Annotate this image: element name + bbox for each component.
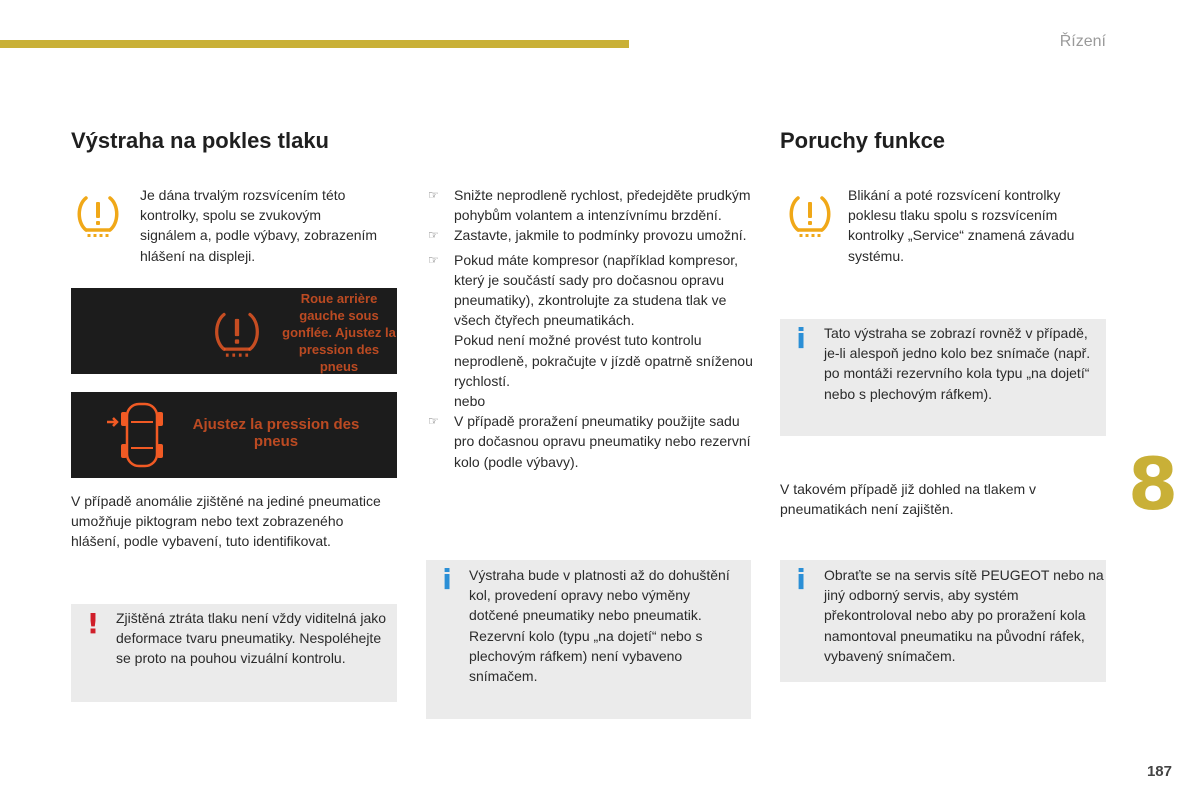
info-icon: i [442,563,452,596]
list-item: ☞ Snižte neprodleně rychlost, předejděte prudkým pohybům volantem a intenzívnímu brzdění. [428,187,751,224]
list-item: ☞ V případě proražení pneumatiky použijte sadu pro dočasnou opravu pneumatiky nebo rezervní kolo (podle výbavy). [428,413,751,470]
bullet-hand-icon: ☞ [428,228,439,243]
info-note-paragraph: Rezervní kolo (typu „na dojetí“ nebo s plechovým ráfkem) není vybaveno snímačem. [469,627,703,685]
right-section-title: Poruchy funkce [780,128,946,153]
middle-instructions [426,185,760,472]
tire-pressure-warning-icon [211,308,263,360]
tire-pressure-warning-icon [786,192,834,240]
section-label: Řízení [1059,33,1106,50]
left-anomaly-text: V případě anomálie zjištěné na jediné pneumatice umožňuje piktogram nebo text zobrazeného hlášení, podle vybavení, tuto identifikovat. [71,493,381,550]
display-message-text: Ajustez la pression des pneus [192,416,360,450]
tire-pressure-warning-icon [74,192,122,240]
info-note-text: Tato výstraha se zobrazí rovněž v případě, je-li alespoň jedno kolo bez snímače (např. po montáži rezervního kola typu „na dojetí“ nebo s plechovým ráfkem). [824,325,1091,402]
bullet-hand-icon: ☞ [428,252,439,267]
left-section-title: Výstraha na pokles tlaku [71,128,329,153]
bullet-hand-icon: ☞ [428,414,439,429]
info-note-box [780,560,1106,682]
right-middle-text: V takovém případě již dohled na tlakem v pneumatikách není zajištěn. [780,481,1037,518]
left-intro-text: Je dána trvalým rozsvícením této kontrolky, spolu se zvukovým signálem a, podle výbavy, zobrazením hlášení na displeji. [140,187,378,264]
info-note-box [780,319,1106,436]
instruction-list [426,185,760,330]
info-icon: i [796,563,806,596]
bullet-hand-icon: ☞ [428,188,439,202]
instruction-list [426,411,760,472]
info-note-paragraph: Výstraha bude v platnosti až do dohuštění kol, provedení opravy nebo výměny dotčené pneumatiky nebo pneumatik. [469,567,730,624]
warning-note-box [71,604,397,702]
list-item: ☞ Zastavte, jakmile to podmínky provozu umožní. [426,225,760,245]
warning-note-text: Zjištěná ztráta tlaku není vždy viditelná jako deformace tvaru pneumatiky. Nespoléhejte se proto na pouhou vizuální kontrolu. [116,610,387,667]
chapter-number: 8 [1128,442,1179,526]
exclamation-icon: ! [86,607,100,640]
info-note-text [469,565,739,686]
right-intro-text: Blikání a poté rozsvícení kontrolky poklesu tlaku spolu s rozsvícením kontrolky „Service“ znamená závadu systému. [848,187,1075,264]
continuation-text: Pokud není možné provést tuto kontrolu neprodleně, pokračujte v jízdě opatrně sníženou rychlostí. [454,332,753,389]
info-note-box [426,560,751,719]
list-item: ☞ Pokud máte kompresor (například kompresor, který je součástí sady pro dočasnou opravu pneumatiky), zkontrolujte za studena tlak ve všech čtyřech pneumatikách. [428,251,739,329]
header-accent-bar [0,40,629,48]
display-image-adjust-pressure [71,392,397,478]
display-message-text: Roue arrière gauche sous gonflée. Ajustez la pression des pneus [282,291,396,374]
or-word: nebo [454,393,486,410]
info-note-text: Obraťte se na servis sítě PEUGEOT nebo na jiný odborný servis, aby systém překontroloval nebo aby po proražení kola namontoval pneumatiku na původní ráfek, vybavený snímačem. [824,567,1104,664]
page-number: 187 [1146,763,1172,780]
info-icon: i [796,322,806,355]
display-image-rear-left-warning [71,288,397,374]
car-tires-icon [103,398,175,472]
